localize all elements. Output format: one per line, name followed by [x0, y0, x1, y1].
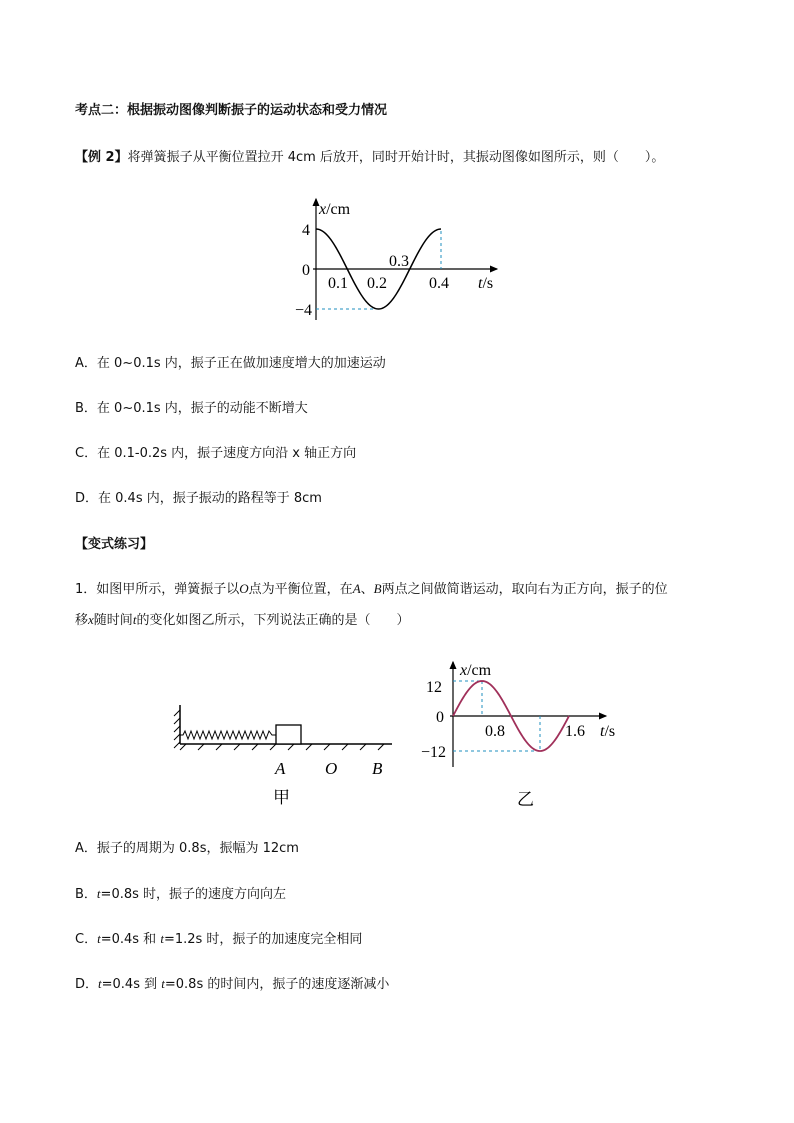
- q1-option-a: A．振子的周期为 0.8s，振幅为 12cm: [75, 841, 299, 856]
- variant-heading: 【变式练习】: [75, 537, 154, 552]
- example-text: 将弹簧振子从平衡位置拉开 4cm 后放开，同时开始计时，其振动图像如图所示，则（ ）。: [127, 150, 665, 165]
- caption-jia: 甲: [273, 788, 290, 807]
- section-title: 考点二：根据振动图像判断振子的运动状态和受力情况: [75, 103, 388, 118]
- tick-0-3: 0.3: [389, 253, 409, 270]
- example-2-option-b: B．在 0~0.1s 内，振子的动能不断增大: [75, 401, 308, 416]
- tick-1-6: 1.6: [565, 723, 585, 740]
- tick-neg4: −4: [295, 302, 313, 319]
- tick-0-2: 0.2: [367, 275, 387, 292]
- oscillator-block: [276, 725, 301, 744]
- q1-line-1: 1．如图甲所示，弹簧振子以O点为平衡位置，在A、B两点之间做简谐运动，取向右为正方向，振子的位: [75, 581, 668, 597]
- spring: [180, 731, 276, 739]
- x-label: t/s: [478, 275, 494, 292]
- example-2-option-d: D．在 0.4s 内，振子振动的路程等于 8cm: [75, 491, 322, 506]
- tick-0-4: 0.4: [429, 275, 449, 292]
- wall-hatch: [174, 710, 180, 748]
- figure-yi-displacement-graph: [420, 655, 625, 810]
- point-b-label: B: [372, 759, 383, 778]
- tick-neg12: −12: [421, 744, 447, 761]
- tick-0-1: 0.1: [328, 275, 348, 292]
- q1-option-b: B．t=0.8s 时，振子的速度方向向左: [75, 886, 287, 902]
- tick-4: 4: [302, 222, 310, 239]
- tick-12: 12: [426, 679, 442, 696]
- tick-0: 0: [436, 709, 444, 726]
- figure-jia-spring-oscillator: [170, 700, 400, 810]
- q1-line-2: 移x随时间t的变化如图乙所示，下列说法正确的是（ ）: [75, 612, 410, 628]
- example-tag: 【例 2】: [75, 150, 128, 165]
- example-2-option-a: A．在 0~0.1s 内，振子正在做加速度增大的加速运动: [75, 356, 386, 371]
- floor-hatch: [180, 744, 384, 750]
- q1-option-c: C．t=0.4s 和 t=1.2s 时，振子的加速度完全相同: [75, 931, 363, 947]
- y-label: x/cm: [319, 201, 351, 218]
- y-label: x/cm: [460, 662, 492, 679]
- q1-option-d: D．t=0.4s 到 t=0.8s 的时间内，振子的速度逐渐减小: [75, 976, 390, 992]
- example-2-stem: [75, 149, 664, 167]
- tick-0-8: 0.8: [485, 723, 505, 740]
- point-o-label: O: [325, 759, 338, 778]
- example-2-vibration-graph: [295, 195, 510, 325]
- tick-0: 0: [302, 262, 310, 279]
- example-2-option-c: C．在 0.1-0.2s 内，振子速度方向沿 x 轴正方向: [75, 446, 357, 461]
- x-label: t/s: [600, 723, 616, 740]
- caption-yi: 乙: [517, 790, 534, 809]
- point-a-label: A: [275, 759, 286, 778]
